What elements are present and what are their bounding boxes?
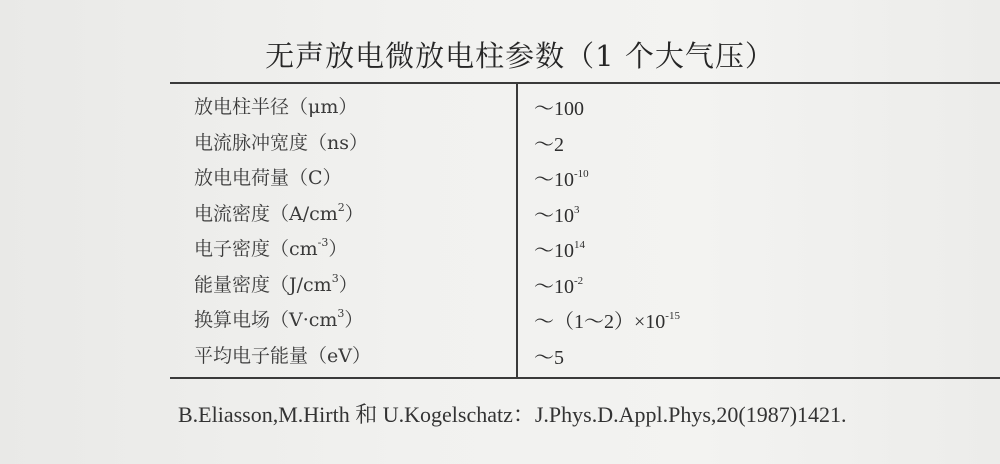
label-sup: -3: [317, 236, 329, 249]
table-title: 无声放电微放电柱参数（1 个大气压）: [265, 39, 775, 73]
value-sup: -15: [665, 310, 680, 322]
label-sup: 2: [337, 200, 345, 214]
label-post: ）: [351, 344, 371, 367]
citation: B.Eliasson,M.Hirth 和 U.Kogelschatz：J.Phys.D.Appl.Phys,20(1987)1421.: [178, 402, 847, 427]
parameter-value: [534, 92, 584, 121]
label-pre: 能量密度（J/cm: [194, 273, 332, 296]
value-pre: ～10: [534, 169, 574, 191]
parameter-label: [194, 128, 368, 155]
value-pre: ～10: [534, 240, 574, 262]
parameter-label: [194, 305, 363, 332]
table-row: [170, 88, 1000, 122]
parameter-value: [534, 163, 589, 192]
table-top-rule: [170, 82, 1000, 84]
label-post: ）: [338, 273, 358, 296]
label-post: ）: [338, 96, 358, 118]
parameter-value: [534, 305, 680, 334]
parameter-label: [194, 163, 342, 190]
table-row: [170, 301, 1000, 335]
table-row: [170, 230, 1000, 264]
label-sup: 3: [337, 307, 345, 320]
parameter-label: [194, 92, 357, 119]
parameter-value: [534, 199, 580, 228]
table-row: [170, 337, 1000, 371]
label-pre: 电子密度（cm: [194, 238, 318, 260]
value-sup: -2: [574, 274, 584, 287]
parameter-label: [194, 270, 358, 297]
label-pre: 放电电荷量（C: [194, 167, 323, 189]
table-row: [170, 159, 1000, 193]
value-pre: ～10: [534, 275, 574, 298]
table-row: [170, 195, 1000, 229]
table-row: [170, 124, 1000, 158]
table-row: [170, 266, 1000, 300]
label-pre: 电流脉冲宽度（ns: [194, 131, 349, 154]
value-pre: ～2: [534, 133, 564, 156]
parameter-value: [534, 341, 564, 370]
parameter-value: [534, 128, 564, 157]
parameter-label: [194, 341, 371, 368]
parameter-label: [194, 234, 347, 261]
value-sup: -10: [574, 168, 589, 180]
table-bottom-rule: [170, 377, 1000, 379]
label-pre: 放电柱半径（μm: [194, 96, 339, 118]
value-pre: ～5: [534, 346, 564, 369]
label-post: ）: [328, 238, 348, 260]
value-pre: ～10: [534, 204, 574, 227]
label-pre: 平均电子能量（eV: [194, 344, 352, 367]
parameter-label: [194, 199, 364, 226]
parameter-value: [534, 270, 583, 299]
value-sup: 14: [574, 239, 585, 251]
label-post: ）: [322, 167, 342, 189]
label-pre: 换算电场（V·cm: [194, 309, 338, 331]
label-post: ）: [344, 309, 364, 331]
value-pre: ～100: [534, 98, 584, 120]
parameter-value: [534, 234, 585, 263]
label-pre: 电流密度（A/cm: [194, 202, 338, 225]
label-post: ）: [349, 131, 369, 154]
value-pre: ～（1～2）×10: [534, 311, 666, 333]
label-post: ）: [344, 202, 364, 225]
label-sup: 3: [331, 271, 339, 285]
value-sup: 3: [574, 203, 580, 216]
